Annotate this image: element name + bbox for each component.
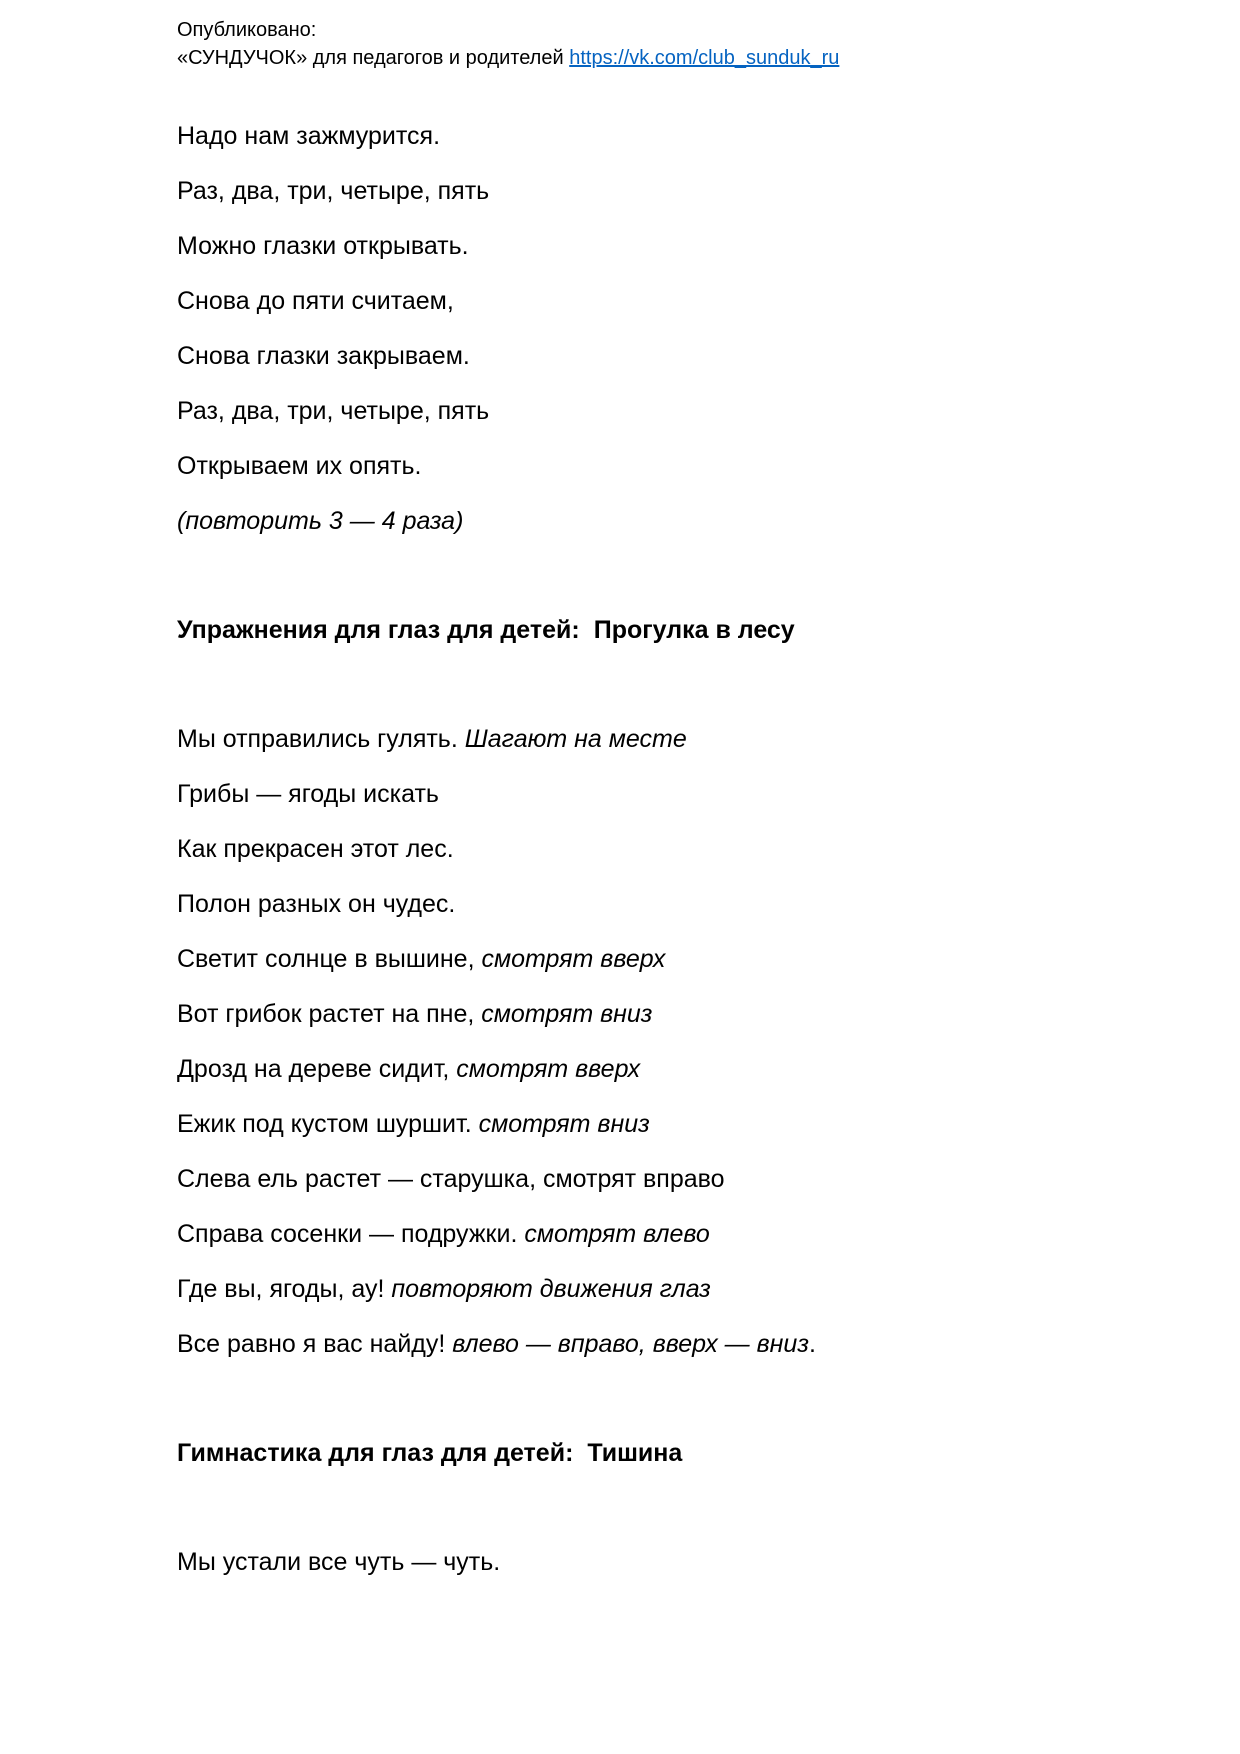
poem-line: Снова до пяти считаем,	[177, 287, 454, 315]
section-heading-prefix: Упражнения для глаз для детей:	[177, 616, 580, 644]
poem-line: Слева ель растет — старушка, смотрят вправо	[177, 1165, 725, 1193]
source-line	[177, 44, 839, 72]
poem-line: Ежик под кустом шуршит. смотрят вниз	[177, 1110, 650, 1138]
action-note: смотрят вниз	[481, 1000, 653, 1028]
published-label: Опубликовано:	[177, 19, 317, 41]
poem-line: Вот грибок растет на пне, смотрят вниз	[177, 1000, 653, 1028]
poem-line: Светит солнце в вышине, смотрят вверх	[177, 945, 666, 973]
section-heading-prefix: Гимнастика для глаз для детей:	[177, 1439, 574, 1467]
poem-line: Открываем их опять.	[177, 452, 422, 480]
poem-line: Можно глазки открывать.	[177, 232, 469, 260]
section-heading	[177, 616, 795, 645]
publication-header	[177, 16, 839, 72]
action-note: смотрят вверх	[456, 1055, 641, 1083]
poem-line: Все равно я вас найду! влево — вправо, вверх — вниз.	[177, 1330, 816, 1358]
action-note: смотрят вниз	[478, 1110, 650, 1138]
poem-line: Справа сосенки — подружки. смотрят влево	[177, 1220, 710, 1248]
action-note: повторяют движения глаз	[391, 1275, 711, 1303]
source-text: «СУНДУЧОК» для педагогов и родителей	[177, 47, 564, 69]
poem-line: Как прекрасен этот лес.	[177, 835, 454, 863]
poem-line: Мы отправились гулять. Шагают на месте	[177, 725, 687, 753]
section-heading-title: Тишина	[587, 1439, 683, 1467]
poem-line: Грибы — ягоды искать	[177, 780, 439, 808]
action-note: влево — вправо, вверх — вниз	[452, 1330, 809, 1358]
poem-line: Полон разных он чудес.	[177, 890, 456, 918]
poem-line: Надо нам зажмурится.	[177, 122, 441, 150]
poem-line: Снова глазки закрываем.	[177, 342, 470, 370]
action-note: смотрят вверх	[481, 945, 666, 973]
section-heading	[177, 1439, 682, 1468]
action-note: смотрят влево	[524, 1220, 710, 1248]
poem-line: Раз, два, три, четыре, пять	[177, 177, 490, 205]
repeat-note: (повторить 3 — 4 раза)	[177, 507, 464, 535]
source-link[interactable]: https://vk.com/club_sunduk_ru	[569, 47, 840, 69]
action-note: Шагают на месте	[464, 725, 687, 753]
section-heading-title: Прогулка в лесу	[593, 616, 795, 644]
poem-line: Где вы, ягоды, ау! повторяют движения глаз	[177, 1275, 711, 1303]
poem-line: Мы устали все чуть — чуть.	[177, 1548, 501, 1576]
poem-line: Дрозд на дереве сидит, смотрят вверх	[177, 1055, 641, 1083]
poem-line: Раз, два, три, четыре, пять	[177, 397, 490, 425]
